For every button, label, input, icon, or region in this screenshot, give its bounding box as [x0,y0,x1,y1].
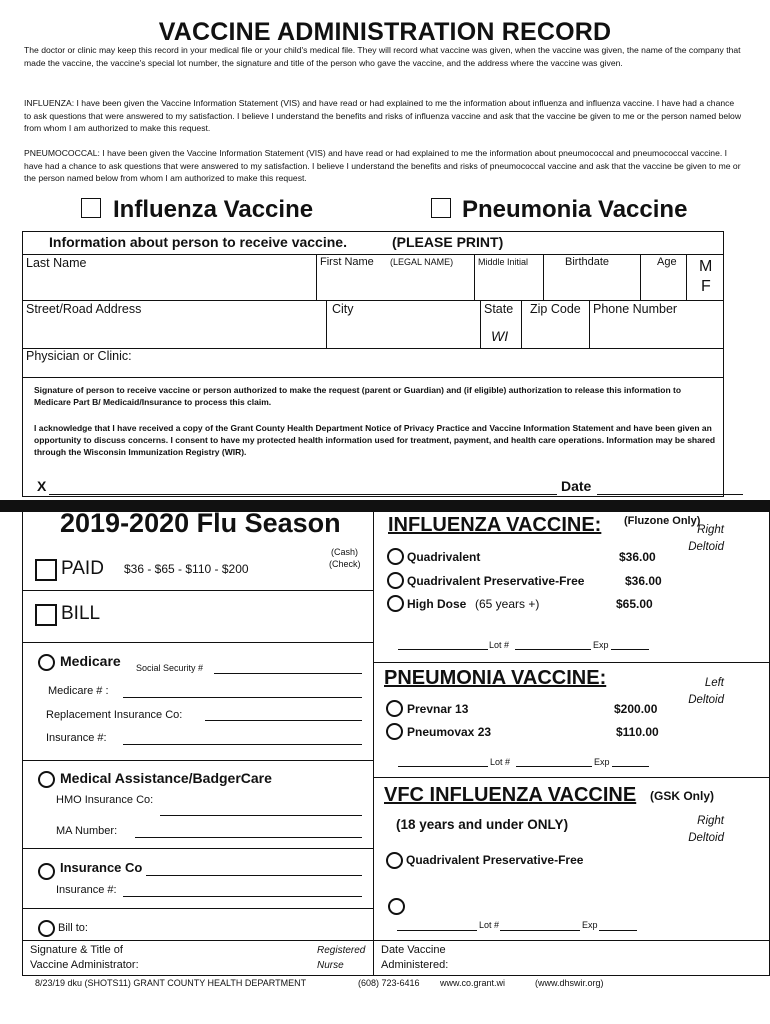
price-options: $36 - $65 - $110 - $200 [124,562,249,576]
date-vaccine-label: Date Vaccine [381,944,446,956]
pneumonia-lot-line-a[interactable] [398,766,488,767]
date-line[interactable] [597,494,743,495]
date-label: Date [561,478,592,494]
medicare-number-line[interactable] [123,697,362,698]
sig-title-label: Signature & Title of [30,944,123,956]
gsk-label: (GSK Only) [650,789,715,803]
influenza-statement: INFLUENZA: I have been given the Vaccine Information Statement (VIS) and have read or had explained to me the information about influenza and influenza vaccine. I have had a chance to ask questions that were answered to my satisfaction. I believe I understand the benefits and risks of influenza vaccine and ask that the vaccine be given to me or the person named below from whom I am authorized to make this request. [24,98,742,133]
footer-wir-website[interactable]: (www.dhswir.org) [535,978,604,988]
vfc-lot-label: Lot # [479,920,500,930]
high-dose-label: High Dose [407,597,467,611]
pneumovax-radio[interactable] [386,723,403,740]
quadrivalent-pf-label: Quadrivalent Preservative-Free [407,574,585,588]
ssn-label: Social Security # [136,663,204,673]
prevnar-radio[interactable] [386,700,403,717]
insurance-number-label-2: Insurance #: [56,884,117,896]
influenza-choice-label: Influenza Vaccine [113,196,314,223]
insurance-number-line[interactable] [123,744,362,745]
pneumonia-exp-line[interactable] [612,766,649,767]
state-label: State [484,302,514,316]
ma-number-label: MA Number: [56,825,118,837]
footer-website[interactable]: www.co.grant.wi [440,978,506,988]
influenza-exp-line[interactable] [611,649,649,650]
bill-checkbox[interactable] [35,604,57,626]
hmo-label: HMO Insurance Co: [56,794,154,806]
high-dose-note: (65 years +) [475,597,540,611]
insurance-co-label: Insurance Co [60,860,143,875]
cash-label: (Cash) [331,547,359,557]
pneumonia-lot-label: Lot # [490,757,511,767]
signature-x: X [37,478,47,494]
pneumonia-checkbox[interactable] [431,198,451,218]
insurance-co-radio[interactable] [38,863,55,880]
season-title: 2019-2020 Flu Season [60,508,341,538]
vfc-quadrivalent-radio[interactable] [386,852,403,869]
registered-label: Registered [317,945,366,956]
quadrivalent-radio[interactable] [387,548,404,565]
vfc-lot-line-a[interactable] [397,930,477,931]
intro-text: The doctor or clinic may keep this record in your medical file or your child's medical file. They will record what vaccine was given, when the vaccine was given, the name of the company that made the vaccine, the vaccine's special lot number, the signature and title of the person who gave the vaccine, and the address where the vaccine was given. [24,45,741,68]
influenza-checkbox[interactable] [81,198,101,218]
legal-name-label: (LEGAL NAME) [390,257,454,267]
medicare-number-label: Medicare # : [48,685,109,697]
physician-label: Physician or Clinic: [26,349,132,363]
ma-number-line[interactable] [135,837,362,838]
medicare-label: Medicare [60,653,121,669]
insurance-number-label: Insurance #: [46,732,107,744]
check-label: (Check) [329,559,361,569]
influenza-lot-line-a[interactable] [398,649,488,650]
age-label: Age [657,256,677,268]
paid-checkbox[interactable] [35,559,57,581]
influenza-lot-line[interactable] [515,649,591,650]
high-dose-radio[interactable] [387,595,404,612]
state-value: WI [491,328,509,344]
page-title: VACCINE ADMINISTRATION RECORD [158,18,612,46]
prevnar-price: $200.00 [614,702,658,716]
bill-label: BILL [61,603,101,624]
sig-title-label-2: Vaccine Administrator: [30,959,139,971]
medical-assistance-label: Medical Assistance/BadgerCare [60,770,272,786]
influenza-exp-label: Exp [593,640,609,650]
vfc-vaccine-header: VFC INFLUENZA VACCINE [384,784,637,806]
pneumovax-label: Pneumovax 23 [407,725,492,739]
pneumonia-vaccine-header: PNEUMONIA VACCINE: [384,667,607,689]
vfc-quadrivalent-label: Quadrivalent Preservative-Free [406,853,584,867]
nurse-label: Nurse [317,960,344,971]
high-dose-price: $65.00 [616,597,653,611]
footer-code: 8/23/19 dku (SHOTS11) GRANT COUNTY HEALTH DEPARTMENT [35,978,307,988]
person-info-header: Information about person to receive vaccine. [49,234,347,250]
influenza-lot-label: Lot # [489,640,510,650]
pneumonia-choice-label: Pneumonia Vaccine [462,196,688,223]
last-name-label: Last Name [26,256,87,270]
medicare-radio[interactable] [38,654,55,671]
paid-label: PAID [61,558,104,579]
zip-label: Zip Code [530,302,581,316]
pneumonia-site-label: Left Deltoid [688,677,724,706]
influenza-site-label: Right Deltoid [688,524,724,553]
signature-line[interactable] [49,494,557,495]
quadrivalent-pf-radio[interactable] [387,572,404,589]
pneumococcal-statement: PNEUMOCOCCAL: I have been given the Vaccine Information Statement (VIS) and have read or had explained to me the information about pneumococcal and pneumococcal vaccine. I have had a chance to ask questions that were answered to my satisfaction. I believe I understand the benefits and risks of pneumococcal vaccine and ask that the vaccine be given to me or the person named below from whom I am authorized to make this request. [24,148,741,183]
medical-assistance-radio[interactable] [38,771,55,788]
vfc-exp-label: Exp [582,920,598,930]
fluzone-label: (Fluzone Only) [624,515,701,527]
vfc-site-label: Right Deltoid [688,815,724,844]
pneumonia-lot-line[interactable] [516,766,592,767]
bill-to-label: Bill to: [58,922,88,934]
pneumovax-price: $110.00 [616,725,659,739]
replacement-insurance-label: Replacement Insurance Co: [46,709,183,721]
insurance-number-line-2[interactable] [123,896,362,897]
insurance-co-line[interactable] [146,875,362,876]
sex-m-option[interactable]: M [699,258,713,275]
hmo-line[interactable] [160,815,362,816]
date-administered-label: Administered: [381,959,449,971]
city-label: City [332,302,354,316]
quadrivalent-label: Quadrivalent [407,550,481,564]
signature-authorization-text: Signature of person to receive vaccine or person authorized to make the request (parent or Guardian) and (if eligible) authorization to release this information to Medicare Part B/ Medicaid/Insurance to process this claim. [34,385,682,407]
quadrivalent-pf-price: $36.00 [625,574,662,588]
phone-label: Phone Number [593,302,678,316]
quadrivalent-price: $36.00 [619,550,656,564]
birthdate-label: Birthdate [565,256,610,268]
vfc-exp-line[interactable] [599,930,637,931]
bill-to-radio[interactable] [38,920,55,937]
street-label: Street/Road Address [26,302,142,316]
vfc-lot-line[interactable] [500,930,580,931]
acknowledge-text: I acknowledge that I have received a copy of the Grant County Health Department Notice of Privacy Practice and Vaccine Information Statement and have been given an opportunity to discuss concerns. I consent to have my protected health information used for treatment, payment, and health care operations. Information may be shared through the Wisconsin Immunization Registry (WIR). [34,423,716,457]
please-print: (PLEASE PRINT) [392,234,504,250]
prevnar-label: Prevnar 13 [407,702,469,716]
vfc-extra-radio[interactable] [388,898,405,915]
sex-f-option[interactable]: F [701,278,711,295]
replacement-insurance-line[interactable] [205,720,362,721]
middle-initial-label: Middle Initial [478,257,529,267]
ssn-line[interactable] [214,673,362,674]
footer-phone: (608) 723-6416 [358,978,420,988]
vfc-age-label: (18 years and under ONLY) [396,817,569,832]
first-name-label: First Name [320,256,374,268]
influenza-vaccine-header: INFLUENZA VACCINE: [388,514,602,536]
pneumonia-exp-label: Exp [594,757,610,767]
